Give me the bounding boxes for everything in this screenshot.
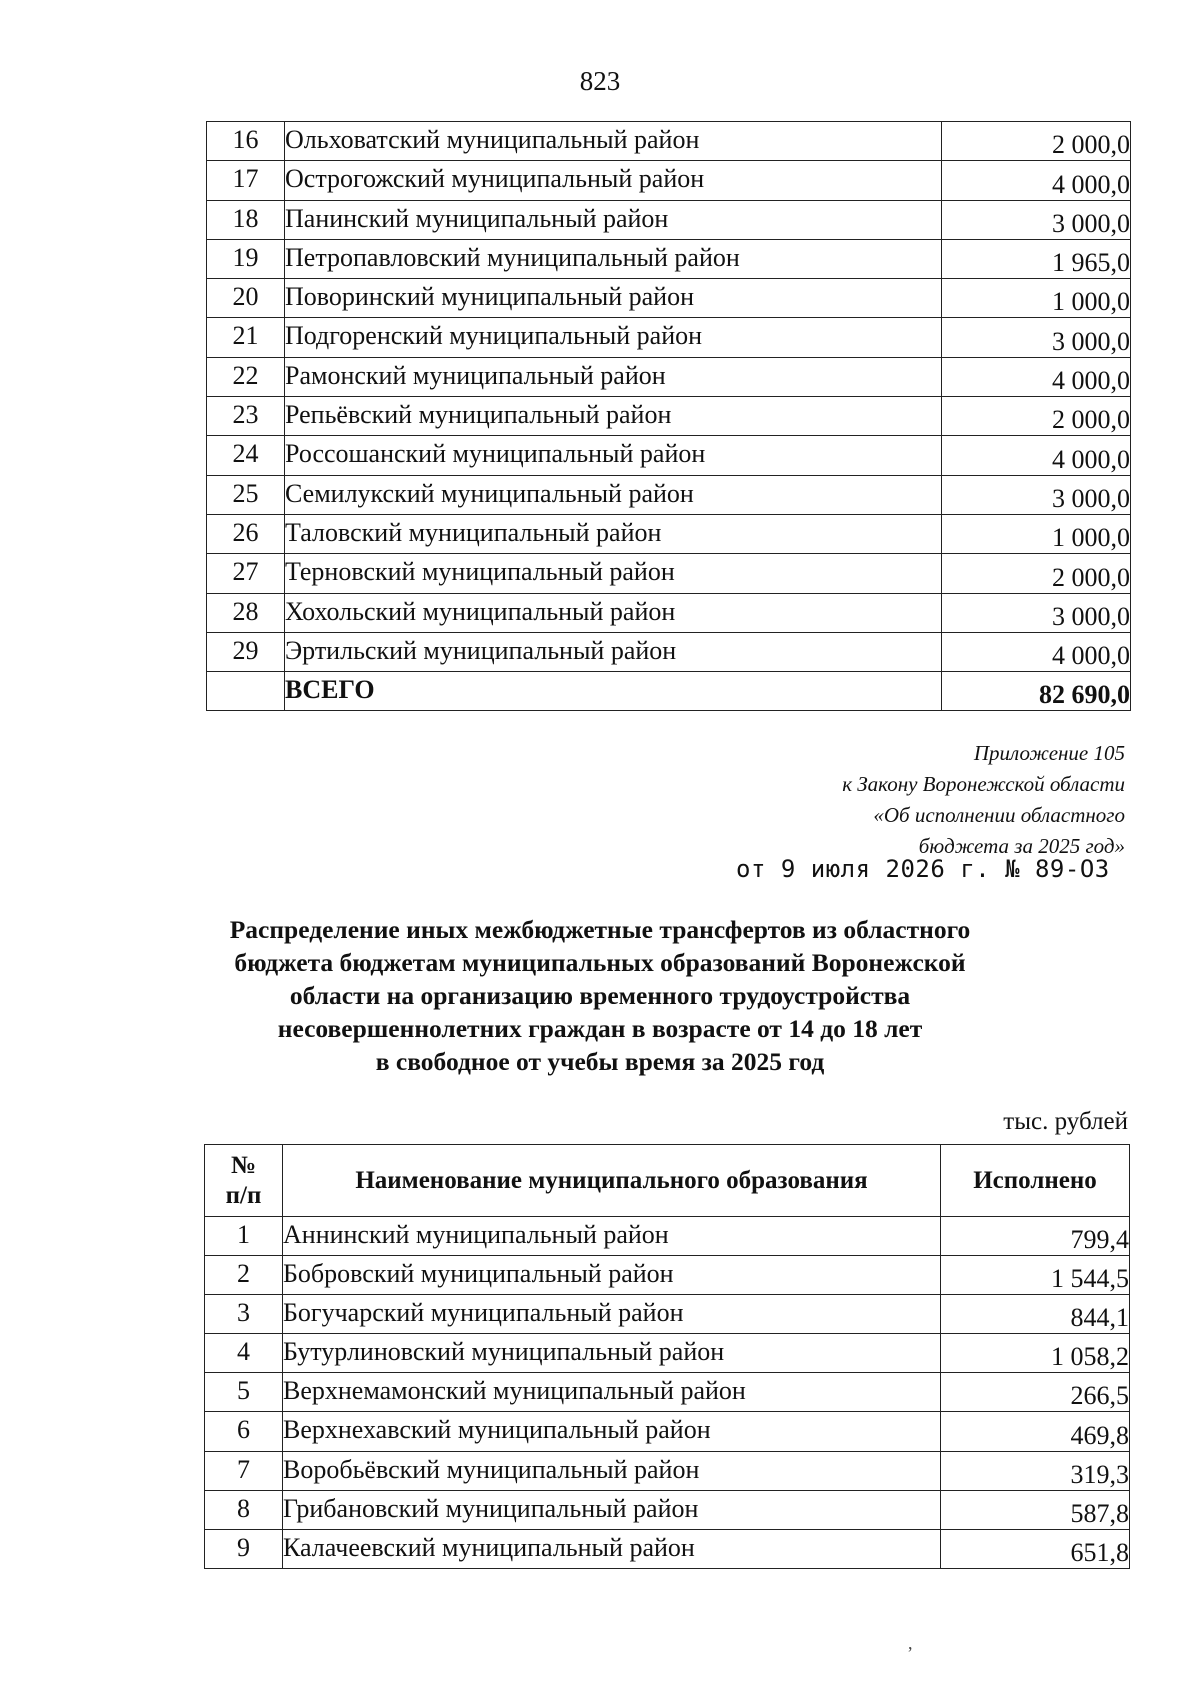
amount: 844,1 (941, 1295, 1130, 1334)
table-header-row (205, 1145, 1130, 1217)
heading-line: области на организацию временного трудоустройства (289, 981, 911, 1010)
row-number: 6 (205, 1412, 283, 1451)
total-label: ВСЕГО (285, 672, 942, 711)
amount: 3 000,0 (942, 475, 1131, 514)
table-row (207, 200, 1131, 239)
amount: 4 000,0 (942, 436, 1131, 475)
table-row (207, 436, 1131, 475)
heading-line: бюджета бюджетам муниципальных образований Воронежской (234, 948, 966, 977)
row-number: 20 (207, 279, 285, 318)
row-number: 23 (207, 397, 285, 436)
municipality-name: Поворинский муниципальный район (285, 279, 942, 318)
total-number-cell (207, 672, 285, 711)
amount: 1 058,2 (941, 1334, 1130, 1373)
municipality-name: Острогожский муниципальный район (285, 161, 942, 200)
municipality-name: Терновский муниципальный район (285, 554, 942, 593)
amount: 266,5 (941, 1373, 1130, 1412)
appendix-title: Приложение 105 (973, 741, 1125, 765)
amount: 651,8 (941, 1529, 1130, 1568)
table-row (205, 1451, 1130, 1490)
row-number: 5 (205, 1373, 283, 1412)
table-row (207, 593, 1131, 632)
amount: 2 000,0 (942, 554, 1131, 593)
table-row (205, 1529, 1130, 1568)
row-number: 9 (205, 1529, 283, 1568)
row-number: 24 (207, 436, 285, 475)
table-row (207, 514, 1131, 553)
row-number: 7 (205, 1451, 283, 1490)
row-number: 3 (205, 1295, 283, 1334)
decree-stamp: от 9 июля 2026 г. № 89-ОЗ (736, 855, 1110, 883)
row-number: 2 (205, 1256, 283, 1295)
amount: 4 000,0 (942, 357, 1131, 396)
amount: 799,4 (941, 1217, 1130, 1256)
row-number: 18 (207, 200, 285, 239)
amount: 2 000,0 (942, 122, 1131, 161)
total-row (207, 672, 1131, 711)
table-row (207, 239, 1131, 278)
row-number: 17 (207, 161, 285, 200)
table-row (207, 554, 1131, 593)
municipality-name: Рамонский муниципальный район (285, 357, 942, 396)
transfers-table (204, 1144, 1130, 1569)
table-row (207, 279, 1131, 318)
amount: 1 000,0 (942, 514, 1131, 553)
municipality-name: Богучарский муниципальный район (283, 1295, 941, 1334)
table-row (205, 1256, 1130, 1295)
amount: 469,8 (941, 1412, 1130, 1451)
table-row (207, 357, 1131, 396)
municipality-name: Таловский муниципальный район (285, 514, 942, 553)
table-row (205, 1373, 1130, 1412)
municipality-name: Бобровский муниципальный район (283, 1256, 941, 1295)
row-number: 27 (207, 554, 285, 593)
amount: 1 544,5 (941, 1256, 1130, 1295)
heading-line: Распределение иных межбюджетные трансфертов из областного (229, 915, 971, 944)
amount: 319,3 (941, 1451, 1130, 1490)
table-row (207, 122, 1131, 161)
table-row (207, 161, 1131, 200)
scan-mark: , (908, 1633, 913, 1653)
amount: 4 000,0 (942, 632, 1131, 671)
municipality-name: Калачеевский муниципальный район (283, 1529, 941, 1568)
amount: 587,8 (941, 1490, 1130, 1529)
row-number: 26 (207, 514, 285, 553)
table-row (207, 318, 1131, 357)
heading-line: в свободное от учебы время за 2025 год (375, 1047, 825, 1076)
municipality-name: Аннинский муниципальный район (283, 1217, 941, 1256)
header-number (205, 1145, 283, 1217)
row-number: 22 (207, 357, 285, 396)
table-row (205, 1334, 1130, 1373)
municipality-name: Грибановский муниципальный район (283, 1490, 941, 1529)
municipality-name: Семилукский муниципальный район (285, 475, 942, 514)
row-number: 16 (207, 122, 285, 161)
row-number: 21 (207, 318, 285, 357)
amount: 1 000,0 (942, 279, 1131, 318)
amount: 3 000,0 (942, 593, 1131, 632)
transfers-table-continued (206, 121, 1131, 711)
header-value: Исполнено (941, 1145, 1130, 1217)
total-amount: 82 690,0 (942, 672, 1131, 711)
municipality-name: Россошанский муниципальный район (285, 436, 942, 475)
table-row (205, 1295, 1130, 1334)
row-number: 28 (207, 593, 285, 632)
section-heading (150, 913, 1050, 1078)
amount: 4 000,0 (942, 161, 1131, 200)
municipality-name: Бутурлиновский муниципальный район (283, 1334, 941, 1373)
table-row (207, 397, 1131, 436)
municipality-name: Верхнемамонский муниципальный район (283, 1373, 941, 1412)
row-number: 1 (205, 1217, 283, 1256)
table-row (207, 632, 1131, 671)
header-number-abbr: п/п (225, 1181, 262, 1209)
heading-line: несовершеннолетних граждан в возрасте от 14 до 18 лет (277, 1014, 923, 1043)
amount: 2 000,0 (942, 397, 1131, 436)
row-number: 19 (207, 239, 285, 278)
municipality-name: Верхнехавский муниципальный район (283, 1412, 941, 1451)
row-number: 25 (207, 475, 285, 514)
municipality-name: Петропавловский муниципальный район (285, 239, 942, 278)
municipality-name: Хохольский муниципальный район (285, 593, 942, 632)
row-number: 4 (205, 1334, 283, 1373)
page-number: 823 (579, 66, 621, 96)
appendix-law-title-end: бюджета за 2025 год» (918, 834, 1125, 858)
amount: 3 000,0 (942, 200, 1131, 239)
amount: 1 965,0 (942, 239, 1131, 278)
table-row (205, 1217, 1130, 1256)
municipality-name: Репьёвский муниципальный район (285, 397, 942, 436)
municipality-name: Воробьёвский муниципальный район (283, 1451, 941, 1490)
municipality-name: Подгоренский муниципальный район (285, 318, 942, 357)
appendix-law: к Закону Воронежской области (842, 772, 1125, 796)
row-number: 8 (205, 1490, 283, 1529)
row-number: 29 (207, 632, 285, 671)
header-number-sign: № (230, 1151, 257, 1179)
table-row (207, 475, 1131, 514)
municipality-name: Панинский муниципальный район (285, 200, 942, 239)
amount: 3 000,0 (942, 318, 1131, 357)
appendix-note (842, 738, 1125, 862)
appendix-law-title: «Об исполнении областного (873, 803, 1125, 827)
municipality-name: Эртильский муниципальный район (285, 632, 942, 671)
header-name: Наименование муниципального образования (283, 1145, 941, 1217)
table-row (205, 1490, 1130, 1529)
units-label: тыс. рублей (1003, 1108, 1128, 1135)
table-row (205, 1412, 1130, 1451)
municipality-name: Ольховатский муниципальный район (285, 122, 942, 161)
